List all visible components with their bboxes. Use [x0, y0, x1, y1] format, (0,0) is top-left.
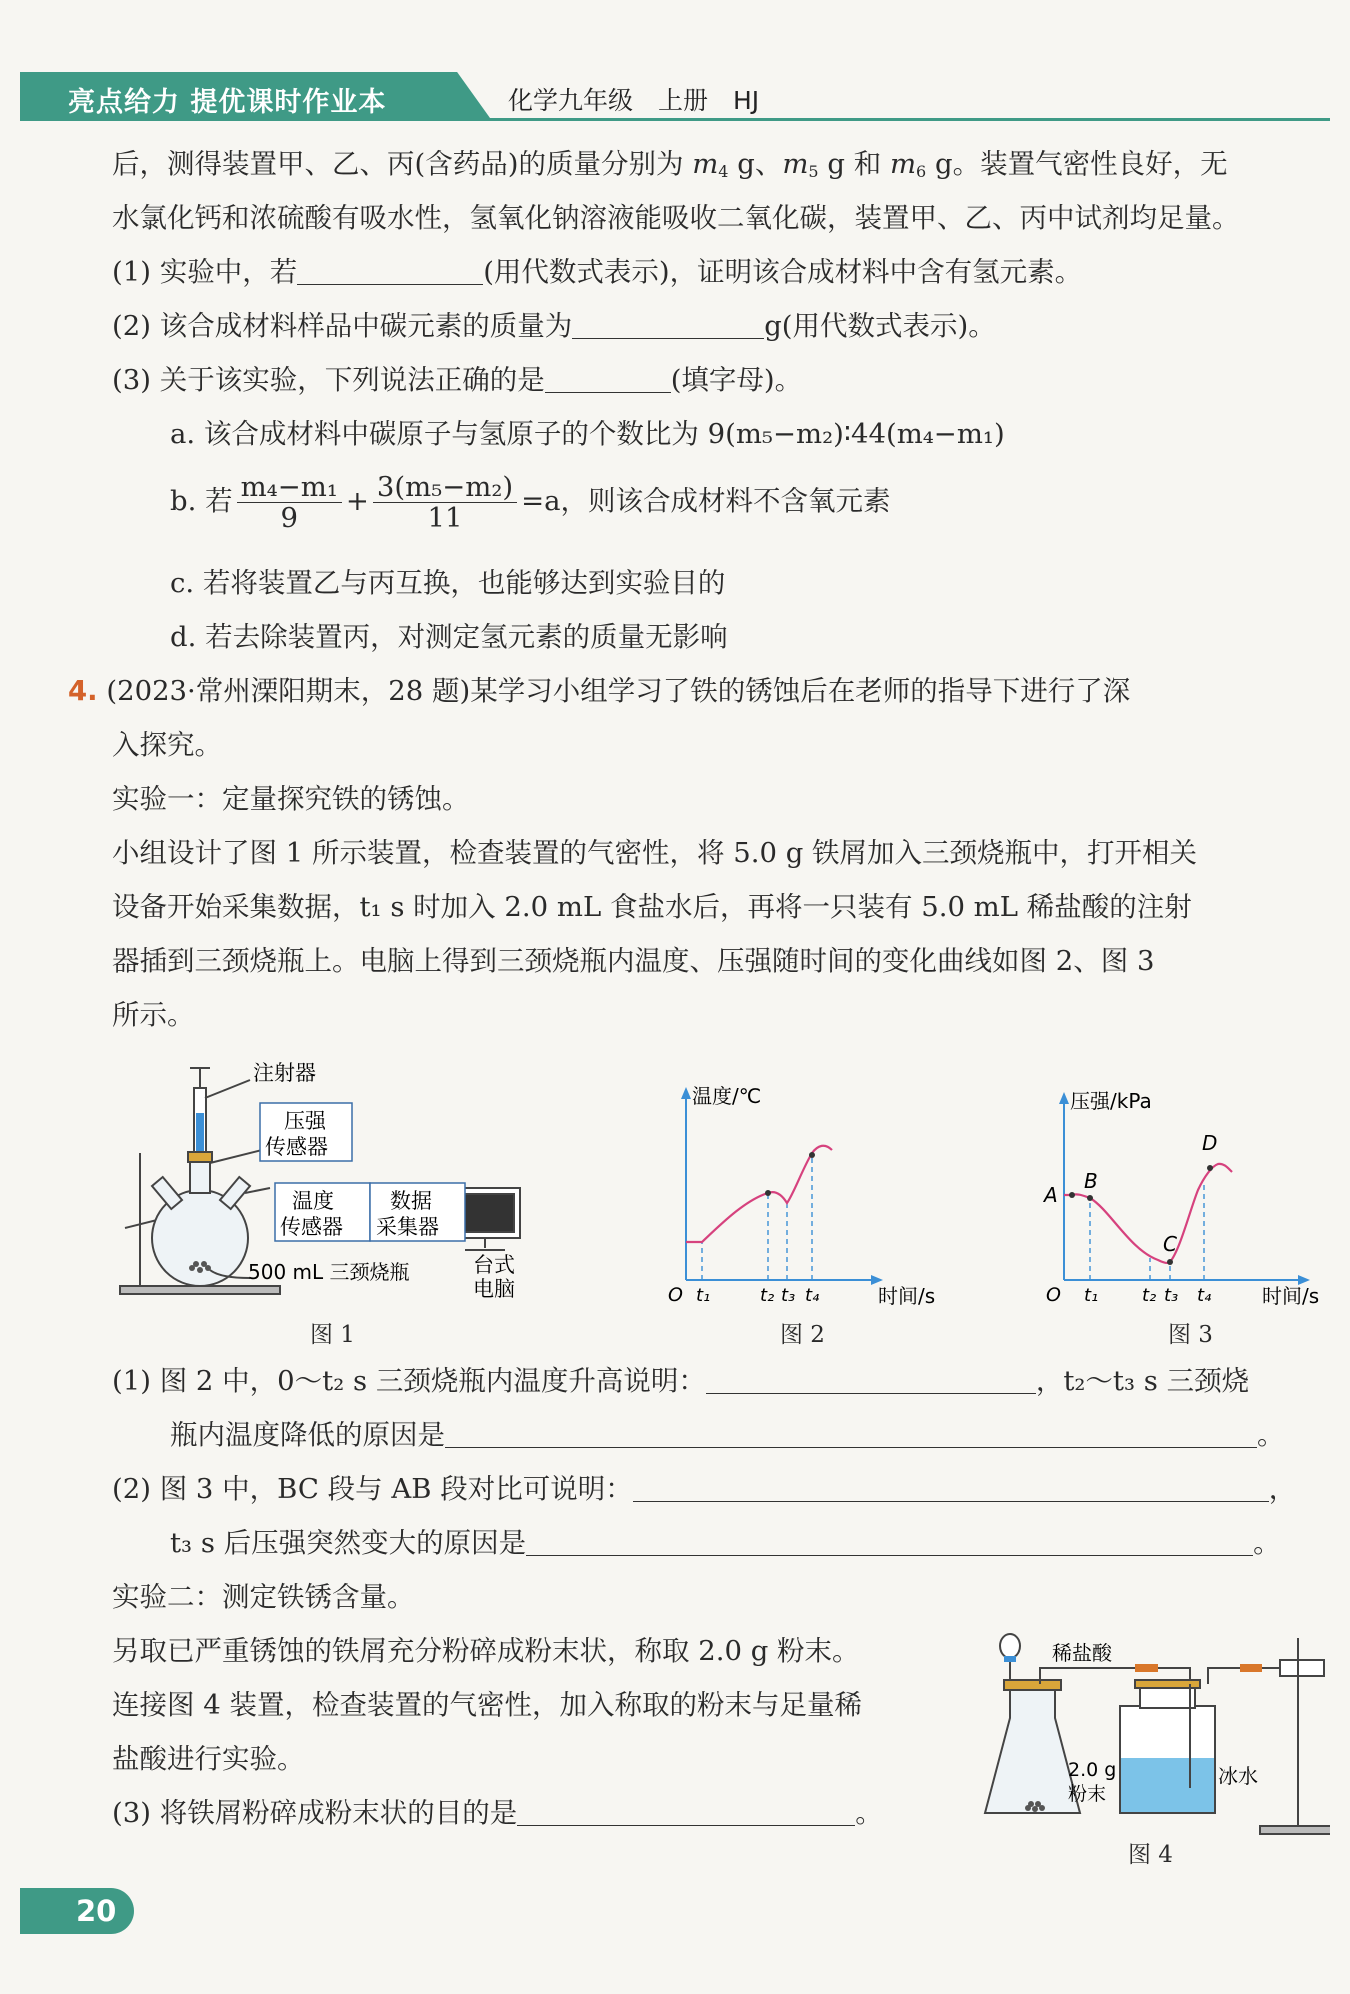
question-1: (1) 实验中，若 (用代数式表示)，证明该合成材料中含有氢元素。	[112, 256, 1083, 288]
book-title: 亮点给力 提优课时作业本	[68, 87, 387, 118]
sub-question-3: (3) 将铁屑粉碎成粉末状的目的是 。	[112, 1797, 883, 1829]
figure-1-apparatus	[110, 1058, 580, 1298]
chart-3-origin: O	[1046, 1284, 1061, 1305]
option-d: d. 若去除装置丙，对测定氢元素的质量无影响	[170, 621, 728, 653]
chart-3-tick-t4: t₄	[1197, 1285, 1212, 1305]
point-a-label: A	[1044, 1183, 1058, 1207]
chart-2-origin: O	[668, 1284, 683, 1305]
text-line: 后，测得装置甲、乙、丙(含药品)的质量分别为 $m_4$ g、$m_5$ g 和 $m_6$ g。装置气密性良好，无	[112, 148, 1228, 181]
chart-2-tick-t1: t₁	[696, 1285, 711, 1305]
sub-question-1-cont: 瓶内温度降低的原因是 。	[170, 1419, 1285, 1451]
label-pressure-sensor-2: 传感器	[265, 1135, 328, 1159]
label-temp-sensor: 温度	[292, 1189, 334, 1213]
figure-2-caption: 图 2	[780, 1322, 825, 1348]
figure-1-caption: 图 1	[310, 1322, 355, 1348]
figure-3-caption: 图 3	[1168, 1322, 1213, 1348]
sub-question-2-cont: t₃ s 后压强突然变大的原因是 。	[170, 1527, 1281, 1559]
answer-blank[interactable]	[445, 1421, 1257, 1448]
temperature-curve	[686, 1146, 832, 1242]
option-c: c. 若将装置乙与丙互换，也能够达到实验目的	[170, 567, 726, 599]
page-header	[20, 72, 1330, 118]
text-line: 另取已严重锈蚀的铁屑充分粉碎成粉末状，称取 2.0 g 粉末。	[112, 1635, 860, 1667]
page-number: 20	[76, 1894, 117, 1928]
label-powder: 粉末	[1068, 1783, 1107, 1805]
chart-3-tick-t2: t₂	[1142, 1285, 1157, 1305]
answer-blank[interactable]	[545, 366, 671, 393]
question-3: (3) 关于该实验，下列说法正确的是 (填字母)。	[112, 364, 803, 396]
label-syringe: 注射器	[253, 1061, 316, 1085]
text-line: 小组设计了图 1 所示装置，检查装置的气密性，将 5.0 g 铁屑加入三颈烧瓶中，打开相关	[112, 837, 1198, 869]
sub-question-1: (1) 图 2 中，0～t₂ s 三颈烧瓶内温度升高说明： ，t₂～t₃ s 三颈烧	[112, 1365, 1250, 1397]
option-b: b. 若 $\frac{\text{m₄−m₁}}{9}$ + $\frac{\text{3(m₅−m₂)}}{11}$ =a，则该合成材料不含氧元素	[170, 471, 891, 534]
chart-3-tick-t1: t₁	[1084, 1285, 1099, 1305]
figure-2-temperature-chart	[660, 1075, 950, 1305]
chart-2-xlabel: 时间/s	[878, 1284, 936, 1305]
point-b-label: B	[1084, 1169, 1098, 1193]
answer-blank[interactable]	[297, 258, 483, 285]
label-powder-mass: 2.0 g	[1068, 1759, 1117, 1781]
figure-4-caption: 图 4	[1128, 1842, 1173, 1868]
text-line: 所示。	[112, 999, 195, 1031]
figure-4-apparatus	[980, 1628, 1330, 1840]
answer-blank[interactable]	[572, 312, 764, 339]
option-a: a. 该合成材料中碳原子与氢原子的个数比为 9(m₅−m₂)∶44(m₄−m₁)	[170, 418, 1005, 450]
point-c-label: C	[1163, 1232, 1177, 1256]
experiment-1-title: 实验一：定量探究铁的锈蚀。	[112, 783, 470, 815]
label-pc: 台式	[473, 1253, 515, 1277]
answer-blank[interactable]	[633, 1475, 1269, 1502]
chart-2-tick-t4: t₄	[805, 1285, 820, 1305]
book-subtitle: 化学九年级 上册 HJ	[508, 86, 760, 115]
chart-3-tick-t3: t₃	[1164, 1285, 1179, 1305]
chart-2-ylabel: 温度/℃	[692, 1084, 762, 1108]
text-line: 连接图 4 装置，检查装置的气密性，加入称取的粉末与足量稀	[112, 1689, 862, 1721]
chart-2-tick-t2: t₂	[760, 1285, 775, 1305]
label-pressure-sensor: 压强	[284, 1109, 326, 1133]
answer-blank[interactable]	[517, 1799, 855, 1826]
question-2: (2) 该合成材料样品中碳元素的质量为 g(用代数式表示)。	[112, 310, 996, 342]
experiment-2-title: 实验二：测定铁锈含量。	[112, 1581, 415, 1613]
chart-2-tick-t3: t₃	[781, 1285, 796, 1305]
question-4-heading: 4. (2023·常州溧阳期末，28 题)某学习小组学习了铁的锈蚀后在老师的指导下进行了深	[68, 675, 1131, 707]
point-d-label: D	[1202, 1131, 1218, 1155]
text-line: 设备开始采集数据，t₁ s 时加入 2.0 mL 食盐水后，再将一只装有 5.0 mL 稀盐酸的注射	[112, 891, 1192, 923]
label-dilute-hcl: 稀盐酸	[1052, 1641, 1112, 1665]
label-flask: 500 mL 三颈烧瓶	[248, 1260, 410, 1284]
text-line: 盐酸进行实验。	[112, 1743, 305, 1775]
page-number-badge	[20, 1888, 134, 1934]
header-rule	[20, 118, 1330, 121]
text-line: 器插到三颈烧瓶上。电脑上得到三颈烧瓶内温度、压强随时间的变化曲线如图 2、图 3	[112, 945, 1155, 977]
text-line: 水氯化钙和浓硫酸有吸水性，氢氧化钠溶液能吸收二氧化碳，装置甲、乙、丙中试剂均足量。	[112, 202, 1240, 234]
figure-3-pressure-chart	[1040, 1080, 1335, 1305]
chart-3-ylabel: 压强/kPa	[1070, 1089, 1152, 1113]
answer-blank[interactable]	[526, 1529, 1253, 1556]
chart-3-xlabel: 时间/s	[1262, 1284, 1320, 1305]
text-line: 入探究。	[112, 729, 222, 761]
sub-question-2: (2) 图 3 中，BC 段与 AB 段对比可说明： ，	[112, 1473, 1297, 1505]
label-ice-water: 冰水	[1218, 1764, 1258, 1788]
label-temp-sensor-2: 传感器	[280, 1215, 343, 1239]
answer-blank[interactable]	[706, 1367, 1036, 1394]
label-data-collector-2: 采集器	[376, 1215, 439, 1239]
label-pc-2: 电脑	[473, 1277, 515, 1298]
label-data-collector: 数据	[390, 1189, 432, 1213]
